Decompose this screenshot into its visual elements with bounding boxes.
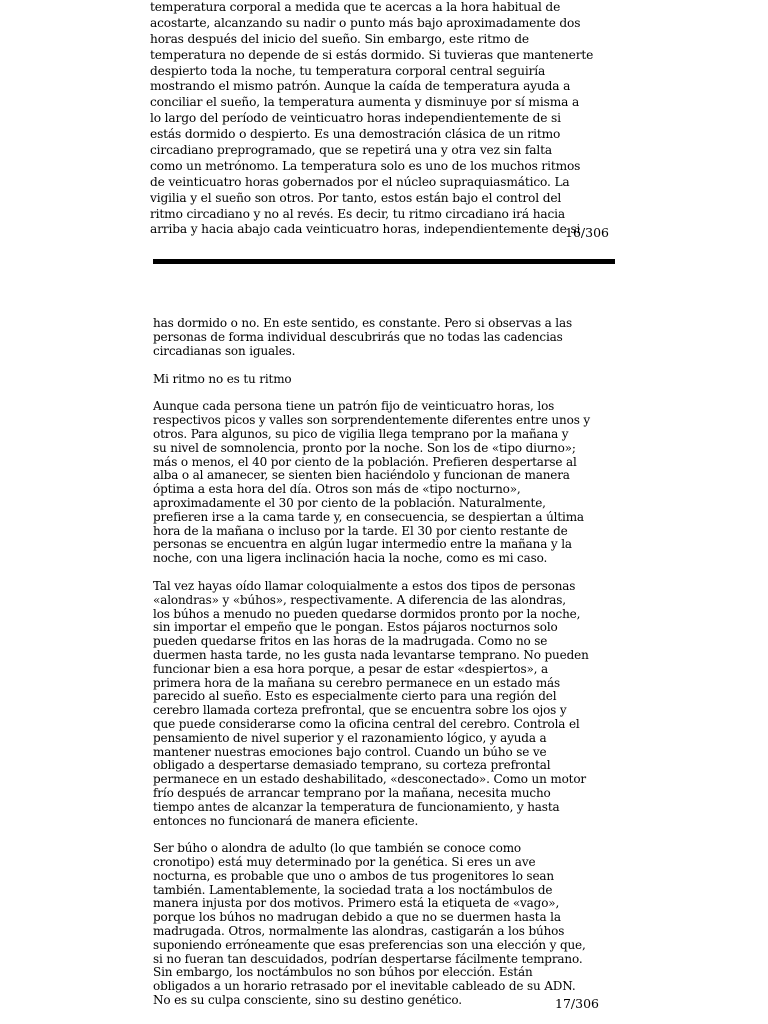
text-line: permanece en un estado deshabilitado, «desconectado». Como un motor	[153, 772, 586, 787]
page-number: 16/306	[565, 225, 609, 240]
text-line: tiempo antes de alcanzar la temperatura de funcionamiento, y hasta	[153, 799, 560, 814]
text-line: suponiendo erróneamente que esas preferencias son una elección y que,	[153, 937, 586, 952]
text-line: madrugada. Otros, normalmente las alondras, castigarán a los búhos	[153, 924, 565, 939]
text-line: mantener nuestras emociones bajo control. Cuando un búho se ve	[153, 744, 547, 759]
text-line: su nivel de somnolencia, pronto por la noche. Son los de «tipo diurno»;	[153, 440, 576, 455]
text-line: alba o al amanecer, se sienten bien haciéndolo y funcionan de manera	[153, 468, 570, 483]
text-line: cronotipo) está muy determinado por la genética. Si eres un ave	[153, 855, 536, 870]
text-line: circadianas son iguales.	[153, 343, 296, 358]
page-17-text	[153, 317, 623, 1008]
text-line: conciliar el sueño, la temperatura aumenta y disminuye por sí misma a	[150, 95, 580, 110]
text-line: despierto toda la noche, tu temperatura corporal central seguiría	[150, 63, 546, 78]
text-line: entonces no funcionará de manera eficiente.	[153, 813, 419, 828]
text-line: manera injusta por dos motivos. Primero está la etiqueta de «vago»,	[153, 896, 560, 911]
text-line: hora de la mañana o incluso por la tarde. El 30 por ciento restante de	[153, 523, 568, 538]
paragraph-2	[153, 580, 623, 828]
paragraph-3	[153, 842, 623, 1008]
text-line: noche, con una ligera inclinación hacia la noche, como es mi caso.	[153, 551, 548, 566]
text-line: Sin embargo, los noctámbulos no son búhos por elección. Están	[153, 965, 533, 980]
text-line: porque los búhos no madrugan debido a que no se duermen hasta la	[153, 910, 561, 925]
text-line: pueden quedarse fritos en las horas de la madrugada. Como no se	[153, 634, 548, 649]
text-line: ritmo circadiano y no al revés. Es decir, tu ritmo circadiano irá hacia	[150, 206, 566, 221]
text-line: obligados a un horario retrasado por el inevitable cableado de su ADN.	[153, 979, 576, 994]
text-line: Tal vez hayas oído llamar coloquialmente a estos dos tipos de personas	[153, 578, 576, 593]
text-line: personas se encuentra en algún lugar intermedio entre la mañana y la	[153, 537, 572, 552]
text-line: que puede considerarse como la oficina central del cerebro. Controla el	[153, 716, 580, 731]
text-line: también. Lamentablemente, la sociedad trata a los noctámbulos de	[153, 882, 553, 897]
text-line: obligado a despertarse demasiado temprano, su corteza prefrontal	[153, 758, 551, 773]
text-line: de veinticuatro horas gobernados por el núcleo supraquiasmático. La	[150, 174, 570, 189]
text-line: circadiano preprogramado, que se repetirá una y otra vez sin falta	[150, 143, 552, 158]
text-line: prefieren irse a la cama tarde y, en consecuencia, se despiertan a última	[153, 509, 584, 524]
text-line: mostrando el mismo patrón. Aunque la caída de temperatura ayuda a	[150, 79, 571, 94]
page-divider	[153, 259, 615, 264]
text-line: funcionar bien a esa hora porque, a pesar de estar «despiertos», a	[153, 661, 548, 676]
text-line: primera hora de la mañana su cerebro permanece en un estado más	[153, 675, 561, 690]
paragraph-gap	[153, 566, 623, 580]
text-line: lo largo del período de veinticuatro horas independientemente de si	[150, 111, 561, 126]
text-line: pensamiento de nivel superior y el razonamiento lógico, y ayuda a	[153, 730, 547, 745]
text-line: acostarte, alcanzando su nadir o punto más bajo aproximadamente dos	[150, 15, 581, 30]
text-line: sin importar el empeño que le pongan. Estos pájaros nocturnos solo	[153, 620, 558, 635]
page-16-text	[150, 0, 620, 238]
text-line: temperatura corporal a medida que te acercas a la hora habitual de	[150, 0, 561, 14]
paragraph-gap	[153, 828, 623, 842]
text-line: Aunque cada persona tiene un patrón fijo de veinticuatro horas, los	[153, 399, 555, 414]
paragraph-1	[153, 400, 623, 566]
text-line: personas de forma individual descubrirás que no todas las cadencias	[153, 329, 563, 344]
text-line: arriba y hacia abajo cada veinticuatro horas, independientemente de si	[150, 222, 581, 237]
page-16	[0, 0, 768, 300]
text-line: aproximadamente el 30 por ciento de la población. Naturalmente,	[153, 495, 546, 510]
text-line: No es su culpa consciente, sino su destino genético.	[153, 993, 462, 1008]
text-line: respectivos picos y valles son sorprendentemente diferentes entre unos y	[153, 413, 590, 428]
text-line: los búhos a menudo no pueden quedarse dormidos pronto por la noche,	[153, 606, 581, 621]
text-line: Ser búho o alondra de adulto (lo que también se conoce como	[153, 841, 521, 856]
text-line: «alondras» y «búhos», respectivamente. A diferencia de las alondras,	[153, 592, 566, 607]
text-line: si no fueran tan descuidados, podrían despertarse fácilmente temprano.	[153, 951, 583, 966]
text-line: estás dormido o despierto. Es una demostración clásica de un ritmo	[150, 127, 561, 142]
text-line: nocturna, es probable que uno o ambos de tus progenitores lo sean	[153, 868, 554, 883]
text-line: has dormido o no. En este sentido, es constante. Pero si observas a las	[153, 316, 572, 330]
text-line: horas después del inicio del sueño. Sin embargo, este ritmo de	[150, 31, 529, 46]
text-line: más o menos, el 40 por ciento de la población. Prefieren despertarse al	[153, 454, 577, 469]
text-line: duermen hasta tarde, no les gusta nada levantarse temprano. No pueden	[153, 647, 589, 662]
text-line: parecido al sueño. Esto es especialmente cierto para una región del	[153, 689, 557, 704]
text-line: vigilia y el sueño son otros. Por tanto, estos están bajo el control del	[150, 190, 562, 205]
paragraph-intro	[153, 317, 623, 358]
text-line: otros. Para algunos, su pico de vigilia llega temprano por la mañana y	[153, 426, 569, 441]
text-line: cerebro llamada corteza prefrontal, que se encuentra sobre los ojos y	[153, 703, 567, 718]
text-line: como un metrónomo. La temperatura solo es uno de los muchos ritmos	[150, 158, 581, 173]
text-line: óptima a esta hora del día. Otros son más de «tipo nocturno»,	[153, 482, 521, 497]
text-line: temperatura no depende de si estás dormido. Si tuvieras que mantenerte	[150, 47, 594, 62]
page-number: 17/306	[555, 996, 599, 1011]
section-heading: Mi ritmo no es tu ritmo	[153, 372, 292, 387]
text-line: frío después de arrancar temprano por la mañana, necesita mucho	[153, 785, 551, 800]
